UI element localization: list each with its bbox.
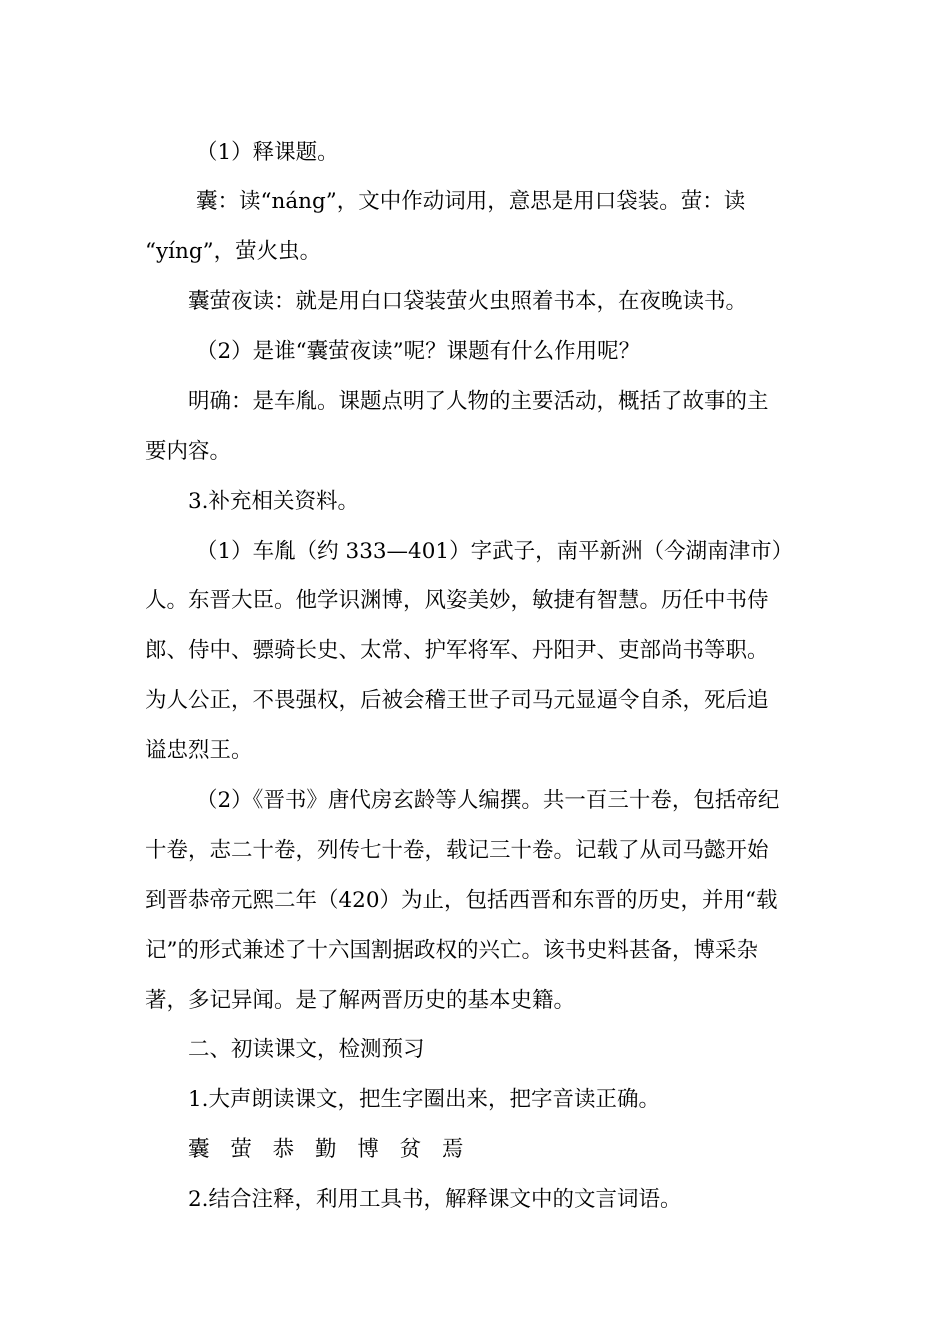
question-who-read: （2）是谁“囊萤夜读”呢？课题有什么作用呢？ (196, 339, 641, 364)
paragraph-che-yin-bio-4: 为人公正，不畏强权，后被会稽王世子司马元显逼令自杀，死后追 (145, 688, 769, 713)
paragraph-che-yin-bio-1: （1）车胤（约 333—401）字武子，南平新洲（今湖南津市） (196, 539, 794, 564)
paragraph-che-yin-bio-5: 谥忠烈王。 (145, 738, 253, 763)
paragraph-nang-ying: 囊：读“náng”，文中作动词用，意思是用口袋装。萤：读 (196, 189, 746, 214)
paragraph-jin-shu-4: 记”的形式兼述了十六国割据政权的兴亡。该书史料甚备，博采杂 (145, 938, 758, 963)
instruction-explain-words: 2.结合注释，利用工具书，解释课文中的文言词语。 (188, 1187, 682, 1212)
paragraph-che-yin-bio-3: 郎、侍中、骠骑长史、太常、护军将军、丹阳尹、吏部尚书等职。 (145, 638, 769, 663)
answer-che-yin-continued: 要内容。 (145, 439, 232, 464)
heading-supplementary-material: 3.补充相关资料。 (188, 489, 360, 514)
paragraph-jin-shu-5: 著，多记异闻。是了解两晋历史的基本史籍。 (145, 988, 576, 1013)
paragraph-jin-shu-3: 到晋恭帝元熙二年（420）为止，包括西晋和东晋的历史，并用“载 (145, 888, 778, 913)
instruction-read-aloud: 1.大声朗读课文，把生字圈出来，把字音读正确。 (188, 1087, 661, 1112)
paragraph-ying-continued: “yíng”，萤火虫。 (145, 239, 322, 264)
heading-explain-title: （1）释课题。 (196, 140, 339, 165)
paragraph-che-yin-bio-2: 人。东晋大臣。他学识渊博，风姿美妙，敏捷有智慧。历任中书侍 (145, 588, 769, 613)
section-heading-first-reading: 二、初读课文，检测预习 (188, 1037, 425, 1062)
answer-che-yin: 明确：是车胤。课题点明了人物的主要活动，概括了故事的主 (188, 389, 769, 414)
new-characters-list: 囊 萤 恭 勤 博 贫 焉 (188, 1137, 471, 1162)
paragraph-title-meaning: 囊萤夜读：就是用白口袋装萤火虫照着书本，在夜晚读书。 (188, 289, 748, 314)
paragraph-jin-shu-2: 十卷，志二十卷，列传七十卷，载记三十卷。记载了从司马懿开始 (145, 838, 769, 863)
paragraph-jin-shu-1: （2）《晋书》唐代房玄龄等人编撰。共一百三十卷，包括帝纪 (196, 788, 780, 813)
